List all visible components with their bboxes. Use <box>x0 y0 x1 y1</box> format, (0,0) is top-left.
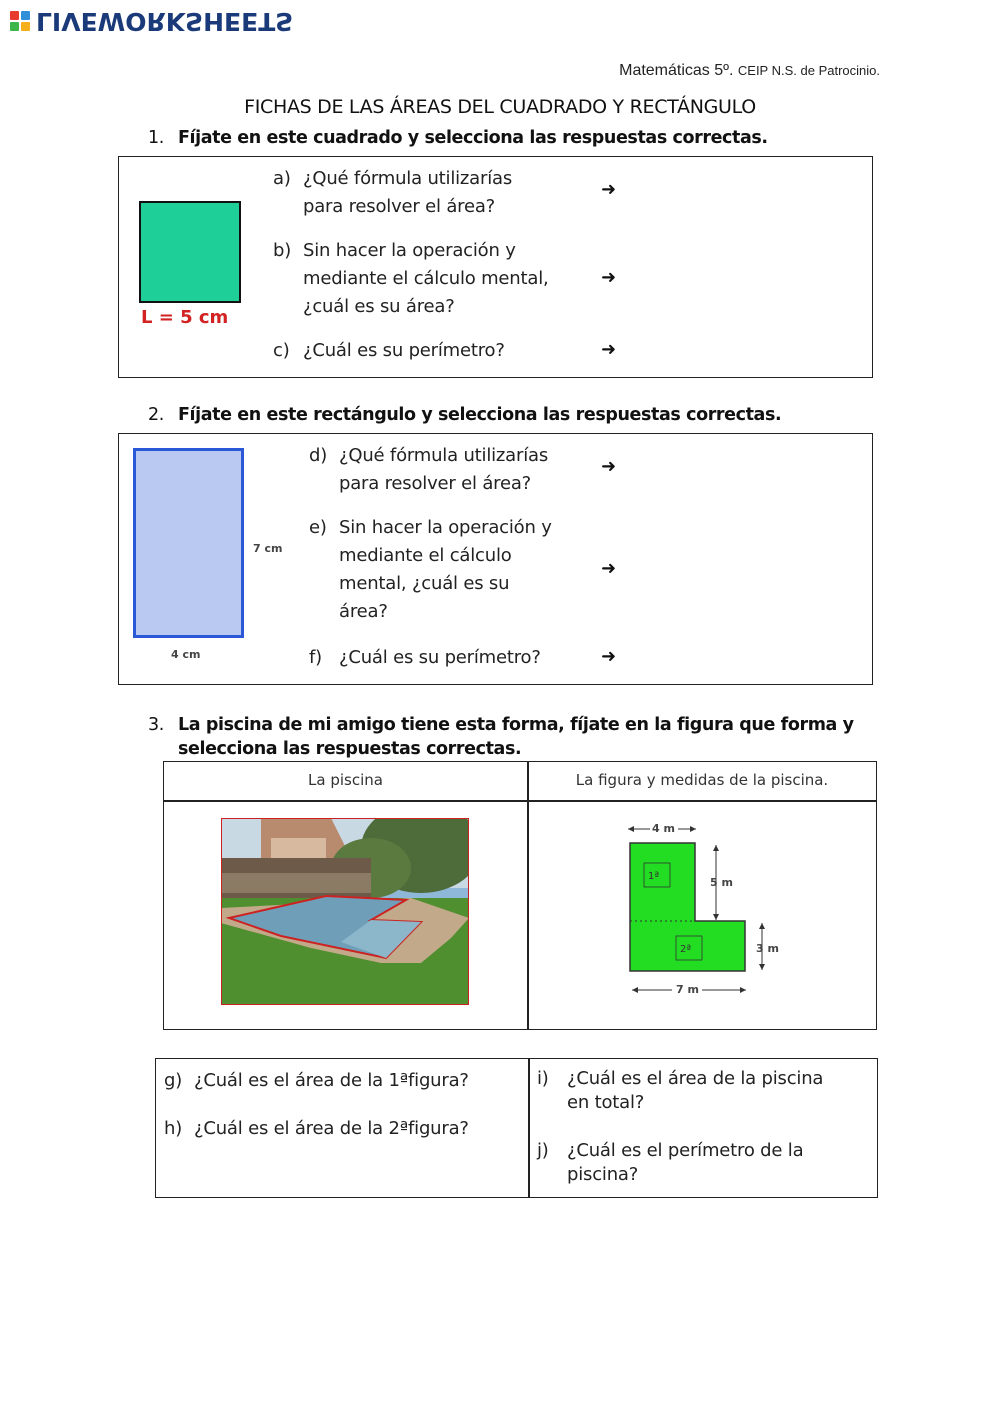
q2-item-f <box>309 644 541 672</box>
answer-c-dropzone[interactable] <box>639 335 849 369</box>
q3-heading-line2: selecciona las respuestas correctas. <box>178 739 522 759</box>
q3-number: 3. <box>148 715 164 735</box>
blue-rectangle-figure <box>133 448 244 638</box>
q1-heading <box>148 128 768 148</box>
q2-heading <box>148 405 781 425</box>
answer-arrow-icon: ➜ <box>601 456 617 477</box>
answer-arrow-icon: ➜ <box>601 339 617 360</box>
logo-text: LIVEWORKSHEETS <box>36 6 294 36</box>
item-label: g) <box>164 1070 183 1091</box>
q3-table <box>163 761 877 1030</box>
page-title: FICHAS DE LAS ÁREAS DEL CUADRADO Y RECTÁNGULO <box>244 96 756 118</box>
item-label: j) <box>537 1140 549 1161</box>
rectangle-height-label: 7 cm <box>253 542 283 555</box>
col-header-pool: La piscina <box>308 771 383 789</box>
item-text: Sin hacer la operación y <box>339 517 552 538</box>
answer-arrow-icon: ➜ <box>601 646 617 667</box>
bottom-width-label: 7 m <box>676 983 699 996</box>
q1-box <box>118 156 873 378</box>
q2-number: 2. <box>148 405 164 425</box>
header-subject: Matemáticas 5º. <box>619 62 734 79</box>
answer-f-dropzone[interactable] <box>639 642 849 676</box>
col-header-figure: La figura y medidas de la piscina. <box>575 771 829 789</box>
header-school-info <box>619 62 880 80</box>
item-text: ¿Qué fórmula utilizarías <box>303 168 513 189</box>
q3-heading <box>148 713 854 761</box>
answer-arrow-icon: ➜ <box>601 267 617 288</box>
item-label: a) <box>273 168 291 189</box>
item-text: ¿Cuál es el perímetro de la <box>567 1140 804 1161</box>
item-label: c) <box>273 340 290 361</box>
pool-photo <box>221 818 469 1005</box>
liveworksheets-logo <box>10 6 293 36</box>
q4-item-g <box>164 1067 469 1095</box>
lower-height-label: 3 m <box>756 942 779 955</box>
q1-item-c <box>273 337 505 365</box>
q4-item-i <box>537 1067 823 1115</box>
answer-arrow-icon: ➜ <box>601 179 617 200</box>
item-label: i) <box>537 1068 549 1089</box>
answer-d-dropzone[interactable] <box>639 452 849 486</box>
item-text: área? <box>339 601 388 622</box>
q2-item-d <box>309 442 548 498</box>
item-label: f) <box>309 647 322 668</box>
item-label: h) <box>164 1118 183 1139</box>
q4-item-h <box>164 1115 469 1143</box>
rectangle-width-label: 4 cm <box>171 648 201 661</box>
q2-box <box>118 433 873 685</box>
table-divider <box>164 800 876 802</box>
answer-b-dropzone[interactable] <box>639 263 849 297</box>
item-text: piscina? <box>567 1164 639 1185</box>
item-label: e) <box>309 517 327 538</box>
square-side-label: L = 5 cm <box>141 307 229 328</box>
item-text: para resolver el área? <box>339 473 532 494</box>
item-text: mediante el cálculo mental, <box>303 268 549 289</box>
q1-item-a <box>273 165 512 221</box>
item-text: mediante el cálculo <box>339 545 512 566</box>
pool-shape-figure <box>624 820 794 1002</box>
header-school: CEIP N.S. de Patrocinio. <box>737 63 880 78</box>
item-text: ¿Cuál es su perímetro? <box>339 647 541 668</box>
item-label: d) <box>309 445 328 466</box>
answer-a-dropzone[interactable] <box>639 175 849 209</box>
table-divider <box>527 762 529 1029</box>
q4-table <box>155 1058 878 1198</box>
answer-arrow-icon: ➜ <box>601 558 617 579</box>
item-text: ¿Cuál es el área de la piscina <box>567 1068 824 1089</box>
part2-label: 2ª <box>680 944 692 955</box>
answer-e-dropzone[interactable] <box>639 554 849 588</box>
item-text: ¿cuál es su área? <box>303 296 455 317</box>
table-divider <box>528 1059 530 1197</box>
item-text: para resolver el área? <box>303 196 496 217</box>
q1-heading-text: Fíjate en este cuadrado y selecciona las respuestas correctas. <box>178 128 768 148</box>
green-square-figure <box>139 201 241 303</box>
item-text: ¿Cuál es el área de la 2ªfigura? <box>194 1118 469 1139</box>
item-text: en total? <box>567 1092 645 1113</box>
part1-label: 1ª <box>648 871 660 882</box>
q1-number: 1. <box>148 128 164 148</box>
item-text: ¿Qué fórmula utilizarías <box>339 445 549 466</box>
item-text: ¿Cuál es su perímetro? <box>303 340 505 361</box>
item-text: ¿Cuál es el área de la 1ªfigura? <box>194 1070 469 1091</box>
q3-heading-line1: La piscina de mi amigo tiene esta forma, fíjate en la figura que forma y <box>178 715 854 735</box>
upper-height-label: 5 m <box>710 876 733 889</box>
item-label: b) <box>273 240 292 261</box>
q1-item-b <box>273 237 549 321</box>
item-text: mental, ¿cuál es su <box>339 573 510 594</box>
item-text: Sin hacer la operación y <box>303 240 516 261</box>
q2-heading-text: Fíjate en este rectángulo y selecciona las respuestas correctas. <box>178 405 782 425</box>
q2-item-e <box>309 514 552 626</box>
top-width-label: 4 m <box>652 822 675 835</box>
logo-blocks-icon <box>10 11 30 31</box>
q4-item-j <box>537 1139 803 1187</box>
